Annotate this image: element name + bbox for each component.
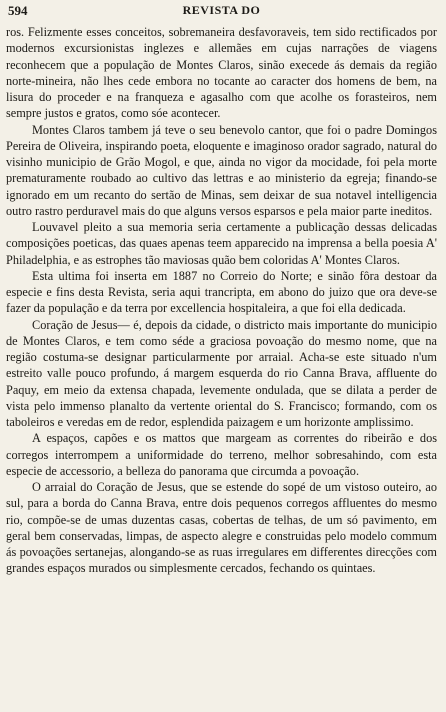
body-text	[6, 24, 437, 577]
paragraph: ros. Felizmente esses conceitos, sobremaneira desfavoraveis, tem sido rectificados por modernos excursionistas inglezes e allemães em cujas narrações de viagens reconhecem que a população de Montes Claros, sinão execede ás demais da região norte-mineira, não lhes cede embora no tocante ao caracter dos homens de bem, na lisura do proceder e na franqueza e agasalho com que acolhe os forasteiros, nem sempre justos e gratos, como sóe acontecer.	[6, 25, 437, 121]
paragraph: Coração de Jesus— é, depois da cidade, o districto mais importante do municipio de Montes Claros, e tem como séde a graciosa povoação do mesmo nome, que na região costuma-se designar particularmente por arraial. Acha-se este situado n'um estreito valle pouco profundo, á margem esquerda do rio Canna Brava, affluente do Paquy, em meio da extensa chapada, levemente ondulada, que se dilata a perder de vista pelo immenso planalto da vertente oriental do S. Francisco; formando, com os taboleiros e veredas em de redor, esplendida paizagem e um horizonte amplissimo.	[6, 317, 437, 429]
paragraph: O arraial do Coração de Jesus, que se estende do sopé de um vistoso outeiro, ao sul, para a borda do Canna Brava, entre dois pequenos corregos affluentes do mesmo rio, compõe-se de umas duzentas casas, cobertas de telhas, de um só pavimento, em geral bem conservadas, limpas, de aspecto alegre e construidas pelo modelo commum ás povoações sertanejas, alongando-se as ruas irregulares em differentes direcções com grandes espaços murados ou simplesmente cercados, fechando os quintaes.	[6, 480, 437, 576]
paragraph: Louvavel pleito a sua memoria seria certamente a publicação dessas delicadas composições poeticas, das quaes apenas teem apparecido na imprensa a bella poesia A' Philadelphia, e as estrophes tão maviosas quão bem coloridas A' Montes Claros.	[6, 220, 437, 267]
page-header	[6, 2, 437, 20]
paragraph: A espaços, capões e os mattos que margeam as correntes do ribeirão e dos corregos interrompem a uniformidade do terreno, melhor sobresahindo, com esta especie de accessorio, a belleza do panorama que circumda a povoação.	[6, 431, 437, 478]
paragraph: Esta ultima foi inserta em 1887 no Correio do Norte; e sinão fôra destoar da especie e fins desta Revista, seria aqui trancripta, em abono do juizo que ora deve-se fazer da população e da terra por excellencia hospitaleira, a que foi ella dedicada.	[6, 268, 437, 316]
paragraph: Montes Claros tambem já teve o seu benevolo cantor, que foi o padre Domingos Pereira de Oliveira, inspirando poeta, eloquente e imaginoso orador sagrado, natural do visinho municipio de Grão Mogol, e que, ainda no vigor da mocidade, foi pela morte prematuramente roubado ao cultivo das lettras e ao ministerio da egreja; finando-se ignorado em um recanto do sertão de Minas, sem deixar de sua notavel intelligencia outro rastro perduravel mais do que alguns versos esparsos e pela maior parte ineditos.	[6, 122, 437, 218]
page-number: 594	[8, 3, 28, 18]
running-title: REVISTA DO	[182, 3, 261, 17]
